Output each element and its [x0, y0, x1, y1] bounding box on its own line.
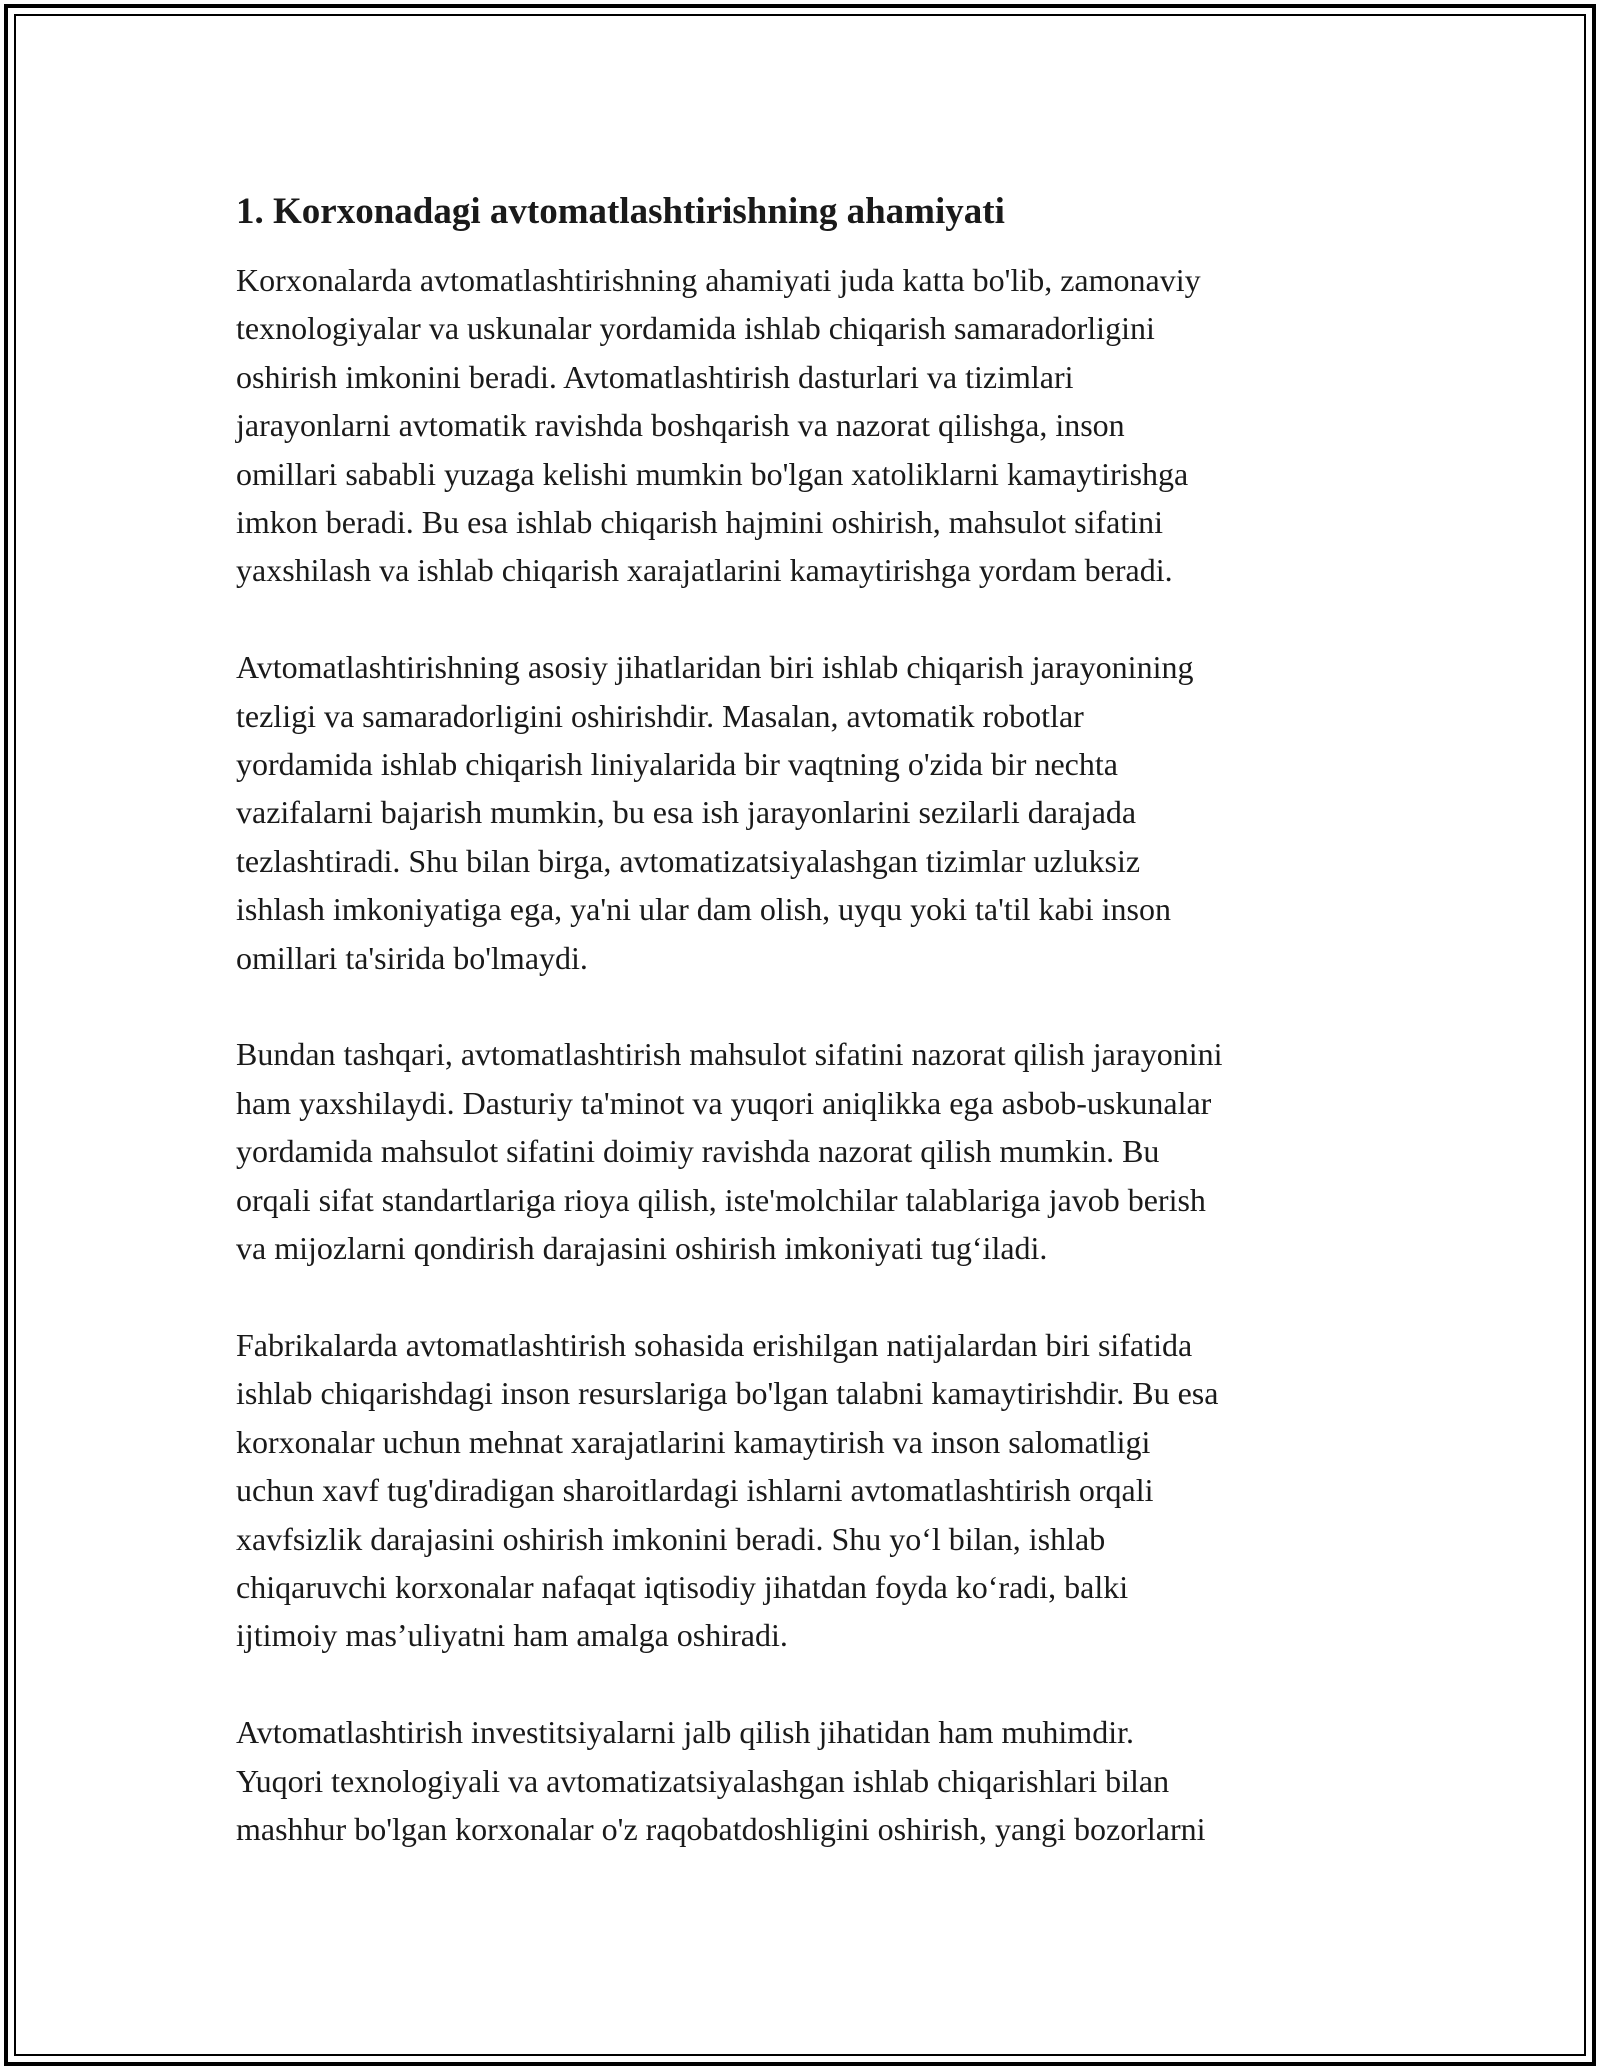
text-line: ishlab chiqarishdagi inson resurslariga bo'lgan talabni kamaytirishdir. Bu esa	[236, 1375, 1219, 1412]
text-line: xavfsizlik darajasini oshirish imkonini beradi. Shu yo‘l bilan, ishlab	[236, 1520, 1106, 1557]
paragraph-4	[236, 1321, 1396, 1660]
text-line: Avtomatlashtirishning asosiy jihatlaridan biri ishlab chiqarish jarayonining	[236, 649, 1194, 686]
text-line: uchun xavf tug'diradigan sharoitlardagi ishlarni avtomatlashtirish orqali	[236, 1472, 1154, 1509]
text-line: korxonalar uchun mehnat xarajatlarini kamaytirish va inson salomatligi	[236, 1423, 1151, 1460]
text-line: Korxonalarda avtomatlashtirishning ahamiyati juda katta bo'lib, zamonaviy	[236, 262, 1201, 298]
text-line: mashhur bo'lgan korxonalar o'z raqobatdoshligini oshirish, yangi bozorlarni	[236, 1810, 1206, 1847]
text-line: omillari sababli yuzaga kelishi mumkin bo'lgan xatoliklarni kamaytirishga	[236, 455, 1189, 492]
text-line: omillari ta'sirida bo'lmaydi.	[236, 939, 588, 976]
text-line: tezligi va samaradorligini oshirishdir. Masalan, avtomatik robotlar	[236, 697, 1084, 734]
text-line: Bundan tashqari, avtomatlashtirish mahsulot sifatini nazorat qilish jarayonini	[236, 1036, 1223, 1073]
document-body	[236, 188, 1396, 1902]
text-line: oshirish imkonini beradi. Avtomatlashtirish dasturlari va tizimlari	[236, 358, 1074, 395]
paragraph-2	[236, 643, 1396, 982]
text-line: ishlash imkoniyatiga ega, ya'ni ular dam olish, uyqu yoki ta'til kabi inson	[236, 891, 1171, 928]
paragraph-3	[236, 1030, 1396, 1272]
text-line: va mijozlarni qondirish darajasini oshirish imkoniyati tug‘iladi.	[236, 1230, 1048, 1267]
text-line: ijtimoiy mas’uliyatni ham amalga oshiradi.	[236, 1617, 788, 1654]
text-line: ham yaxshilaydi. Dasturiy ta'minot va yuqori aniqlikka ega asbob-uskunalar	[236, 1084, 1212, 1121]
text-line: Avtomatlashtirish investitsiyalarni jalb qilish jihatidan ham muhimdir.	[236, 1714, 1134, 1751]
text-line: vazifalarni bajarish mumkin, bu esa ish jarayonlarini sezilarli darajada	[236, 794, 1137, 831]
text-line: yordamida mahsulot sifatini doimiy ravishda nazorat qilish mumkin. Bu	[236, 1133, 1160, 1170]
text-line: jarayonlarni avtomatik ravishda boshqarish va nazorat qilishga, inson	[236, 407, 1125, 444]
text-line: imkon beradi. Bu esa ishlab chiqarish hajmini oshirish, mahsulot sifatini	[236, 504, 1163, 541]
paragraph-1	[236, 256, 1396, 595]
text-line: tezlashtiradi. Shu bilan birga, avtomatizatsiyalashgan tizimlar uzluksiz	[236, 842, 1141, 879]
text-line: yordamida ishlab chiqarish liniyalarida bir vaqtning o'zida bir nechta	[236, 746, 1118, 783]
section-heading: 1. Korxonadagi avtomatlashtirishning ahamiyati	[236, 191, 1005, 232]
text-line: Fabrikalarda avtomatlashtirish sohasida erishilgan natijalardan biri sifatida	[236, 1326, 1193, 1363]
text-line: yaxshilash va ishlab chiqarish xarajatlarini kamaytirishga yordam beradi.	[236, 552, 1173, 589]
text-line: texnologiyalar va uskunalar yordamida ishlab chiqarish samaradorligini	[236, 310, 1155, 347]
text-line: Yuqori texnologiyali va avtomatizatsiyalashgan ishlab chiqarishlari bilan	[236, 1762, 1170, 1799]
text-line: chiqaruvchi korxonalar nafaqat iqtisodiy jihatdan foyda ko‘radi, balki	[236, 1568, 1129, 1605]
text-line: orqali sifat standartlariga rioya qilish, iste'molchilar talablariga javob berish	[236, 1181, 1206, 1218]
paragraph-5	[236, 1708, 1396, 1853]
